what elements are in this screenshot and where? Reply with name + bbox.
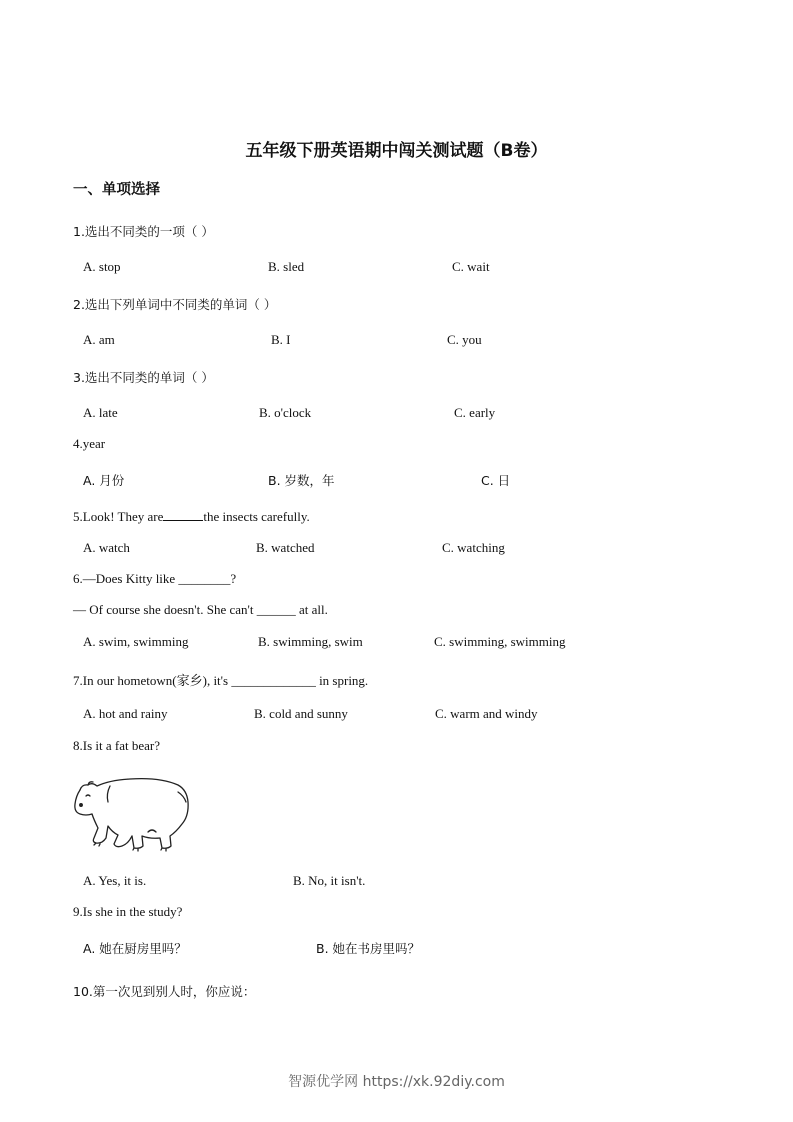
question-4-stem: 4.year xyxy=(73,436,106,451)
question-3-option-b[interactable]: B. o'clock xyxy=(259,405,312,420)
question-7-option-a[interactable]: A. hot and rainy xyxy=(83,706,168,721)
footer-watermark: 智源优学网 https://xk.92diy.com xyxy=(288,1074,505,1090)
question-1-option-a[interactable]: A. stop xyxy=(83,259,121,274)
question-7-stem: 7.In our hometown(家乡), it's _____________ in spring. xyxy=(73,673,369,688)
question-8-option-a[interactable]: A. Yes, it is. xyxy=(83,873,147,888)
question-5-stem-end: the insects carefully. xyxy=(203,509,310,524)
question-6-stem-line2: — Of course she doesn't. She can't ______ at all. xyxy=(73,602,328,617)
question-4-option-c[interactable]: C. 日 xyxy=(481,473,511,488)
question-4-option-b[interactable]: B. 岁数，年 xyxy=(268,473,335,488)
question-3-option-c[interactable]: C. early xyxy=(454,405,496,420)
question-7-option-b[interactable]: B. cold and sunny xyxy=(254,706,348,721)
question-9-option-a[interactable]: A. 她在厨房里吗？ xyxy=(83,941,187,956)
question-1-stem: 1.选出不同类的一项（ ） xyxy=(73,224,214,239)
question-6-option-a[interactable]: A. swim, swimming xyxy=(83,634,189,649)
question-5-option-a[interactable]: A. watch xyxy=(83,540,130,555)
question-5-stem-start: 5.Look! They are xyxy=(73,509,164,524)
question-9-option-b[interactable]: B. 她在书房里吗？ xyxy=(316,941,421,956)
page-title: 五年级下册英语期中闯关测试题（B卷） xyxy=(245,141,548,161)
question-5-option-c[interactable]: C. watching xyxy=(442,540,505,555)
question-8-stem: 8.Is it a fat bear? xyxy=(73,738,160,753)
question-5-stem xyxy=(73,509,310,525)
bear-illustration xyxy=(70,772,194,854)
question-4-option-a[interactable]: A. 月份 xyxy=(83,473,125,488)
section-heading: 一、单项选择 xyxy=(73,182,160,198)
answer-blank[interactable] xyxy=(163,510,203,521)
question-3-stem: 3.选出不同类的单词（ ） xyxy=(73,370,214,385)
question-8-option-b[interactable]: B. No, it isn't. xyxy=(293,873,366,888)
question-9-stem: 9.Is she in the study? xyxy=(73,904,183,919)
question-6-option-c[interactable]: C. swimming, swimming xyxy=(434,634,566,649)
question-5-option-b[interactable]: B. watched xyxy=(256,540,315,555)
question-7-option-c[interactable]: C. warm and windy xyxy=(435,706,538,721)
question-2-option-b[interactable]: B. I xyxy=(271,332,291,347)
question-2-option-a[interactable]: A. am xyxy=(83,332,115,347)
question-1-option-b[interactable]: B. sled xyxy=(268,259,305,274)
question-2-option-c[interactable]: C. you xyxy=(447,332,482,347)
question-1-option-c[interactable]: C. wait xyxy=(452,259,490,274)
question-3-option-a[interactable]: A. late xyxy=(83,405,118,420)
question-6-stem: 6.—Does Kitty like ________? xyxy=(73,571,237,586)
question-6-option-b[interactable]: B. swimming, swim xyxy=(258,634,363,649)
question-2-stem: 2.选出下列单词中不同类的单词（ ） xyxy=(73,297,277,312)
question-10-stem: 10.第一次见到别人时，你应说： xyxy=(73,984,256,999)
